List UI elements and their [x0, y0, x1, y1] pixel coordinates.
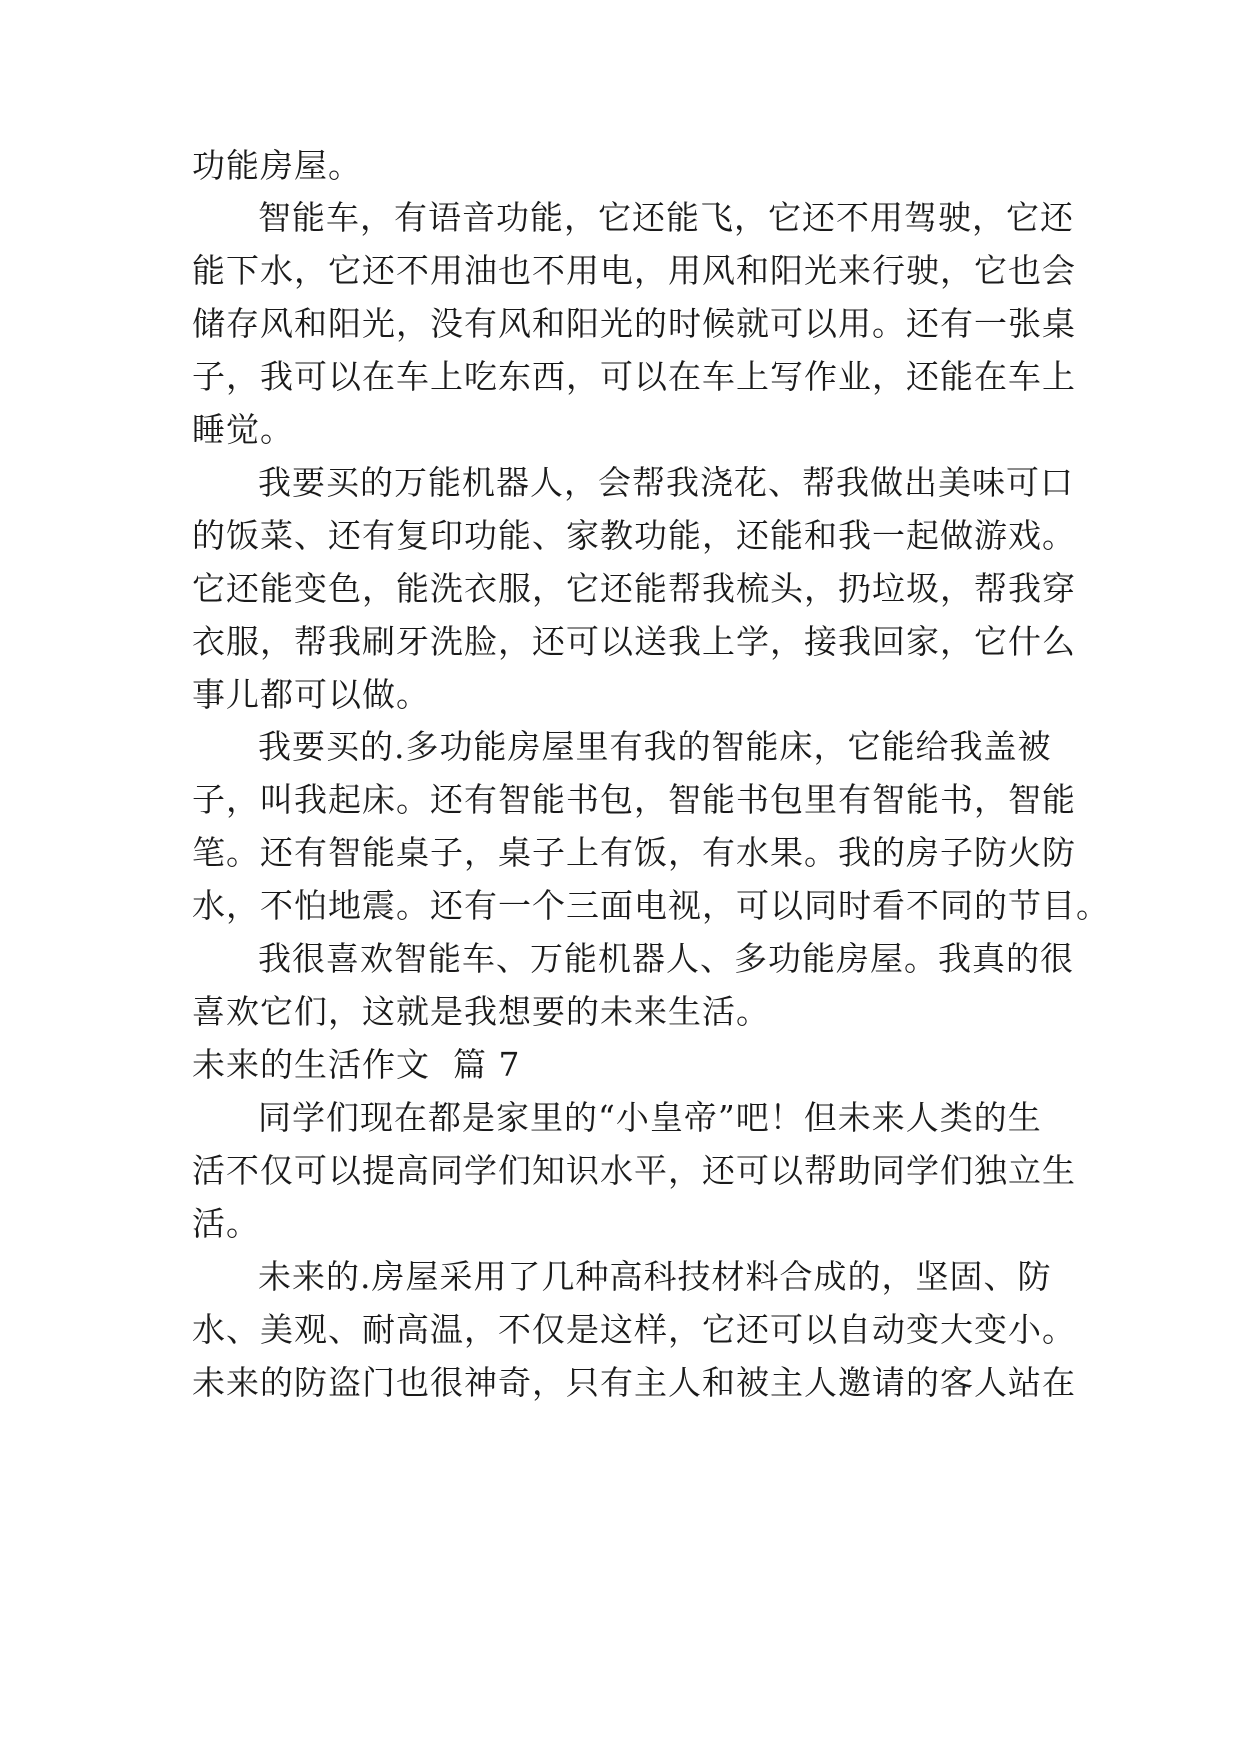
text-line: 储存风和阳光，没有风和阳光的时候就可以用。还有一张桌 [192, 304, 1076, 343]
paragraph-start-line: 智能车，有语音功能，它还能飞，它还不用驾驶，它还 [258, 198, 1074, 237]
text-line: 它还能变色，能洗衣服，它还能帮我梳头，扔垃圾，帮我穿 [192, 569, 1076, 608]
section-heading: 未来的生活作文 篇 7 [192, 1045, 521, 1084]
text-line: 衣服，帮我刷牙洗脸，还可以送我上学，接我回家，它什么 [192, 622, 1076, 661]
text-line: 活不仅可以提高同学们知识水平，还可以帮助同学们独立生 [192, 1151, 1076, 1190]
text-line: 水，不怕地震。还有一个三面电视，可以同时看不同的节目。 [192, 886, 1110, 925]
text-line: 的饭菜、还有复印功能、家教功能，还能和我一起做游戏。 [192, 516, 1076, 555]
text-line: 事儿都可以做。 [192, 675, 430, 714]
text-line: 睡觉。 [192, 410, 294, 449]
text-line: 未来的防盗门也很神奇，只有主人和被主人邀请的客人站在 [192, 1363, 1076, 1402]
paragraph-start-line: 未来的.房屋采用了几种高科技材料合成的，坚固、防 [258, 1257, 1052, 1296]
paragraph-start-line: 我要买的.多功能房屋里有我的智能床，它能给我盖被 [258, 727, 1052, 766]
text-line: 子，叫我起床。还有智能书包，智能书包里有智能书，智能 [192, 780, 1076, 819]
paragraph-start-line: 我很喜欢智能车、万能机器人、多功能房屋。我真的很 [258, 939, 1074, 978]
text-line: 子，我可以在车上吃东西，可以在车上写作业，还能在车上 [192, 357, 1076, 396]
text-line: 能下水，它还不用油也不用电，用风和阳光来行驶，它也会 [192, 251, 1076, 290]
text-line: 水、美观、耐高温，不仅是这样，它还可以自动变大变小。 [192, 1310, 1076, 1349]
paragraph-start-line: 同学们现在都是家里的“小皇帝”吧！但未来人类的生 [258, 1098, 1042, 1137]
text-line: 笔。还有智能桌子，桌子上有饭，有水果。我的房子防火防 [192, 833, 1076, 872]
text-line: 功能房屋。 [192, 146, 362, 185]
text-line: 喜欢它们，这就是我想要的未来生活。 [192, 992, 770, 1031]
paragraph-start-line: 我要买的万能机器人，会帮我浇花、帮我做出美味可口 [258, 463, 1074, 502]
text-line: 活。 [192, 1204, 260, 1243]
